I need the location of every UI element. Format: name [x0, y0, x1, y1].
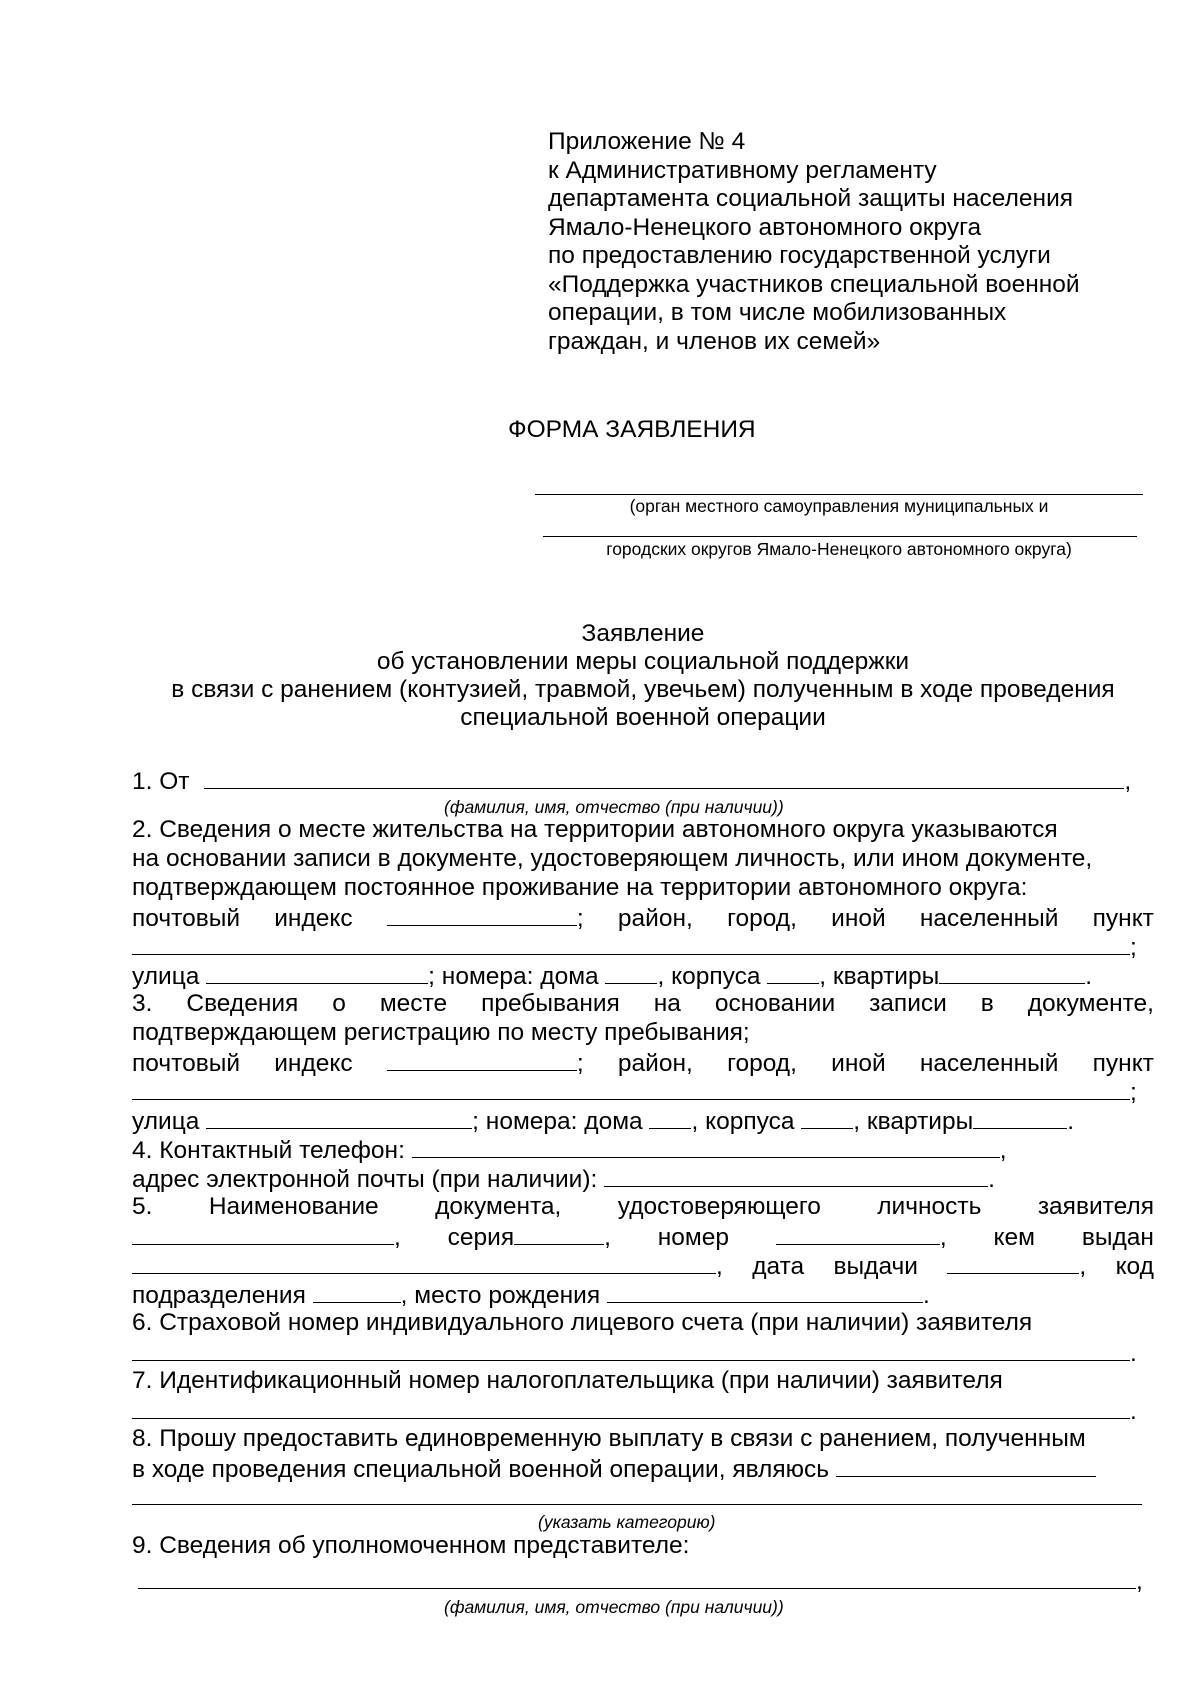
word: индекс — [274, 1050, 353, 1077]
s2-locality-row — [132, 932, 1154, 962]
comma: , — [1136, 1568, 1143, 1595]
addressee-line-2[interactable] — [543, 536, 1137, 537]
s3-locality-row — [132, 1077, 1154, 1107]
s5-issuer-group — [132, 1251, 723, 1281]
comma: , — [939, 1224, 947, 1251]
s1-hint: (фамилия, имя, отчество (при наличии)) — [444, 797, 784, 817]
word: о — [332, 990, 346, 1017]
s2-street-row — [132, 961, 1154, 991]
stay-postal-code-field[interactable] — [387, 1048, 577, 1071]
appendix-block — [548, 128, 1080, 356]
s3-street-row — [132, 1106, 1154, 1136]
representative-name-field[interactable] — [138, 1566, 1136, 1589]
id-issue-date-field[interactable] — [947, 1251, 1079, 1274]
stay-apartment-field[interactable] — [973, 1106, 1067, 1129]
period: . — [922, 1282, 930, 1309]
snils-field[interactable] — [132, 1338, 1130, 1361]
s9-hint: (фамилия, имя, отчество (при наличии)) — [444, 1597, 784, 1617]
s2-postal-group — [387, 903, 584, 933]
word: пункт — [1092, 1050, 1154, 1077]
word: населенный — [919, 905, 1059, 932]
word: кем — [993, 1224, 1036, 1251]
word: район, — [617, 905, 693, 932]
word: иной — [831, 905, 886, 932]
word: индекс — [274, 905, 353, 932]
s5-line-3 — [132, 1251, 1154, 1281]
s8-text: в ходе проведения специальной военной операции, являюсь — [132, 1456, 829, 1483]
s5-line-1 — [132, 1193, 1154, 1221]
building-label: , корпуса — [657, 963, 761, 990]
birthplace-label: , место рождения — [400, 1282, 601, 1309]
word: дата — [752, 1253, 805, 1280]
word: ; — [576, 1050, 584, 1077]
comma: , — [604, 1224, 611, 1251]
s1-label: 1. От — [132, 768, 190, 795]
birthplace-field[interactable] — [607, 1280, 923, 1303]
appendix-line: операции, в том числе мобилизованных — [548, 299, 1007, 326]
appendix-line: граждан, и членов их семей» — [548, 327, 881, 355]
s7-field-row — [132, 1396, 1154, 1426]
s4-email-row — [132, 1164, 1154, 1194]
id-number-field[interactable] — [776, 1222, 940, 1245]
word: почтовый — [132, 1050, 241, 1077]
s5-series-group — [448, 1222, 611, 1252]
period: . — [1130, 1340, 1137, 1367]
word: основании — [714, 990, 836, 1017]
appendix-line: к Административному регламенту — [548, 156, 937, 184]
s3-postal-group — [387, 1048, 584, 1078]
building-label: , корпуса — [691, 1108, 795, 1135]
id-issued-by-field[interactable] — [132, 1251, 716, 1274]
addressee-hint-1: (орган местного самоуправления муниципальных и — [629, 496, 1049, 516]
s2-semicolon: ; — [1130, 934, 1137, 961]
apartment-label: , квартиры — [819, 963, 940, 990]
category-field-2[interactable] — [132, 1482, 1142, 1505]
period: . — [988, 1166, 995, 1193]
word: Сведения — [186, 990, 299, 1017]
s5-number-group — [776, 1222, 947, 1252]
word: выдан — [1081, 1224, 1154, 1251]
word: город, — [727, 905, 797, 932]
word: Наименование — [208, 1193, 379, 1220]
appendix-line: департамента социальной защиты населения — [548, 185, 1074, 212]
id-series-field[interactable] — [514, 1222, 604, 1245]
s6-field-row — [132, 1338, 1154, 1368]
s7-label: 7. Идентификационный номер налогоплательщика (при наличии) заявителя — [132, 1367, 1003, 1394]
s2-postal-row — [132, 903, 1154, 933]
street-label: улица — [132, 963, 200, 990]
residence-building-field[interactable] — [767, 961, 819, 984]
inn-field[interactable] — [132, 1396, 1130, 1419]
period: . — [1130, 1398, 1137, 1425]
heading-line: об установлении меры социальной поддержки — [376, 648, 910, 675]
comma: , — [999, 1137, 1007, 1164]
statement-heading — [132, 620, 1154, 732]
word: ; — [576, 905, 584, 932]
residence-postal-code-field[interactable] — [387, 903, 577, 926]
word: город, — [727, 1050, 797, 1077]
residence-house-field[interactable] — [605, 961, 657, 984]
stay-house-field[interactable] — [649, 1106, 691, 1129]
s5-line-2 — [132, 1222, 1154, 1252]
word: на — [653, 990, 681, 1017]
s8-line-3 — [132, 1482, 1154, 1512]
s4-phone-row — [132, 1135, 1154, 1165]
s6-label: 6. Страховой номер индивидуального лицевого счета (при наличии) заявителя — [132, 1309, 1033, 1336]
s8-line-1: 8. Прошу предоставить единовременную выплату в связи с ранением, полученным — [132, 1425, 1086, 1452]
s3-postal-row — [132, 1048, 1154, 1078]
heading-line: в связи с ранением (контузией, травмой, увечьем) полученным в ходе проведения — [171, 676, 1115, 703]
word: записи — [869, 990, 947, 1017]
id-document-type-field[interactable] — [132, 1222, 394, 1245]
word: пункт — [1092, 905, 1154, 932]
word: населенный — [919, 1050, 1059, 1077]
comma: , — [1079, 1253, 1087, 1280]
house-label: ; номера: дома — [472, 1108, 643, 1135]
appendix-line: «Поддержка участников специальной военной — [548, 270, 1080, 298]
stay-street-field[interactable] — [206, 1106, 472, 1129]
s2-line-2: на основании записи в документе, удостоверяющем личность, или ином документе, — [132, 845, 1093, 872]
s5-doctype-group — [132, 1222, 401, 1252]
s3-semicolon: ; — [1130, 1079, 1137, 1106]
comma: , — [394, 1224, 401, 1251]
email-field[interactable] — [604, 1164, 988, 1187]
s5-date-group — [947, 1251, 1086, 1281]
number-label: номер — [657, 1224, 730, 1251]
form-title: ФОРМА ЗАЯВЛЕНИЯ — [508, 416, 756, 443]
phone-label: 4. Контактный телефон: — [132, 1137, 405, 1164]
category-field-1[interactable] — [836, 1454, 1096, 1477]
full-name-field[interactable] — [204, 766, 1124, 789]
s8-line-2 — [132, 1454, 1154, 1484]
s3-line-2: подтверждающем регистрацию по месту пребывания; — [132, 1019, 750, 1046]
s2-line-3: подтверждающем постоянное проживание на территории автономного округа: — [132, 874, 1028, 901]
residence-apartment-field[interactable] — [939, 961, 1085, 984]
residence-locality-field[interactable] — [132, 932, 1130, 955]
word: выдачи — [833, 1253, 918, 1280]
word: личность — [877, 1193, 982, 1220]
word: удостоверяющего — [617, 1193, 821, 1220]
word: месте — [379, 990, 448, 1017]
word: иной — [831, 1050, 886, 1077]
apartment-label: , квартиры — [853, 1108, 974, 1135]
s9-label: 9. Сведения об уполномоченном представителе: — [132, 1532, 690, 1559]
s3-line-1 — [132, 990, 1154, 1018]
word: 5. — [132, 1193, 153, 1220]
word: район, — [617, 1050, 693, 1077]
appendix-line: Приложение № 4 — [548, 128, 746, 155]
word: заявителя — [1037, 1193, 1154, 1220]
period: . — [1085, 963, 1093, 990]
series-label: серия — [447, 1224, 515, 1251]
appendix-line: Ямало-Ненецкого автономного округа — [548, 213, 982, 241]
stay-locality-field[interactable] — [132, 1077, 1130, 1100]
appendix-line: по предоставлению государственной услуги — [548, 242, 1051, 269]
word: документе, — [1027, 990, 1154, 1017]
street-label: улица — [132, 1108, 200, 1135]
s2-line-1: 2. Сведения о месте жительства на территории автономного округа указываются — [132, 816, 1058, 843]
word: 3. — [132, 990, 153, 1017]
s1-comma: , — [1124, 768, 1132, 795]
word: код — [1115, 1253, 1154, 1280]
word: почтовый — [132, 905, 241, 932]
stay-building-field[interactable] — [801, 1106, 853, 1129]
division-label: подразделения — [132, 1282, 306, 1309]
house-label: ; номера: дома — [428, 963, 599, 990]
s8-hint: (указать категорию) — [538, 1512, 716, 1532]
s9-field-row — [138, 1566, 1160, 1596]
s5-line-4 — [132, 1280, 1154, 1310]
heading-line: специальной военной операции — [460, 704, 826, 731]
residence-street-field[interactable] — [206, 961, 428, 984]
section-1 — [132, 766, 1154, 796]
period: . — [1067, 1108, 1075, 1135]
phone-field[interactable] — [412, 1135, 1000, 1158]
addressee-hint-2: городских округов Ямало-Ненецкого автономного округа) — [606, 539, 1072, 559]
word: пребывания — [481, 990, 620, 1017]
division-code-field[interactable] — [313, 1280, 401, 1303]
addressee-line-1[interactable] — [535, 494, 1143, 495]
heading-line: Заявление — [581, 620, 705, 647]
email-label: адрес электронной почты (при наличии): — [132, 1166, 598, 1193]
comma: , — [716, 1253, 723, 1280]
word: в — [980, 990, 994, 1017]
word: документа, — [435, 1193, 562, 1220]
